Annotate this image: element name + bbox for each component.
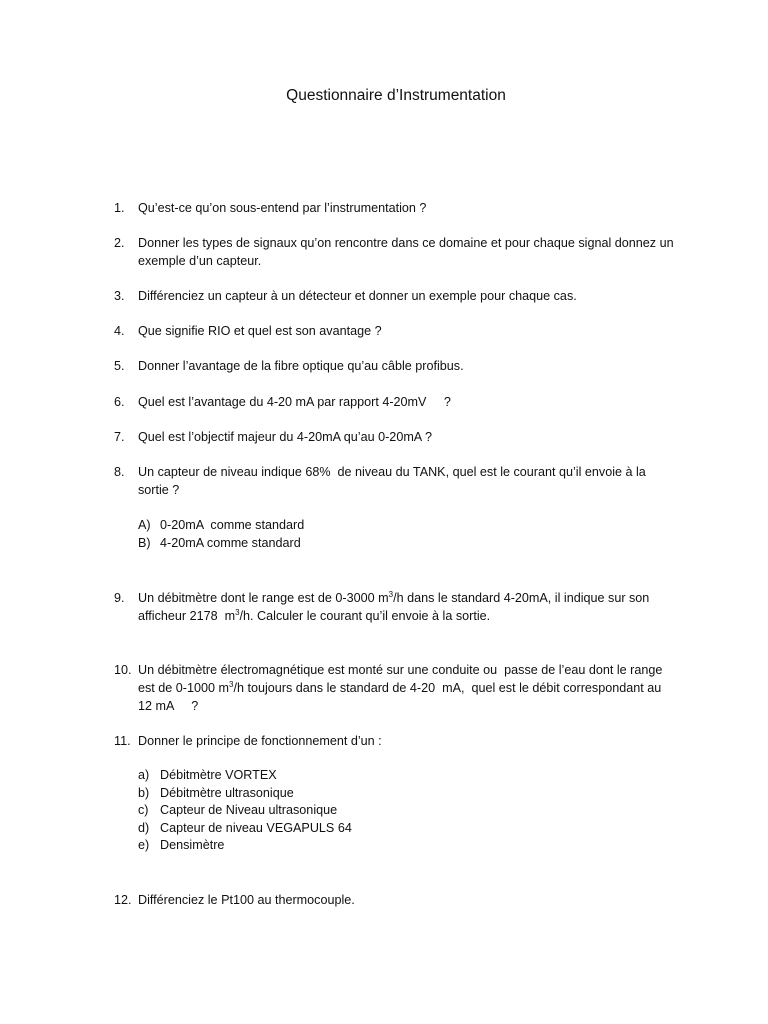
question-number: 2. (114, 236, 125, 250)
question-1 (114, 199, 674, 217)
question-text-part: /h. Calculer le courant qu’il envoie à la sortie. (239, 609, 491, 623)
question-6 (114, 393, 674, 411)
option-letter: a) (138, 768, 150, 782)
question-text-part: Un débitmètre dont le range est de 0-3000 m (138, 591, 389, 605)
question-7 (114, 428, 674, 446)
question-number: 1. (114, 201, 125, 215)
question-number: 11. (114, 734, 131, 748)
question-2 (114, 234, 678, 270)
option-letter: e) (138, 838, 150, 853)
question-number: 4. (114, 324, 125, 338)
question-text-part: /h dans le standard 4-20mA, il indique sur son afficheur 2178 m (138, 591, 653, 623)
option-text: Densimètre (160, 838, 225, 853)
question-8 (114, 463, 674, 499)
question-number: 7. (114, 430, 125, 444)
option-letter: d) (138, 820, 150, 835)
superscript: 3 (235, 608, 240, 617)
option-text: Débitmètre VORTEX (160, 768, 277, 782)
question-text-part: Un débitmètre électromagnétique est monté sur une conduite ou passe de l’eau dont le range est de 0-1000 m (138, 663, 666, 695)
question-number: 5. (114, 359, 125, 373)
question-number: 12. (114, 893, 132, 907)
question-text-part: /h toujours dans le standard de 4-20 mA, quel est le débit correspondant au 12 mA ? (138, 681, 665, 713)
question-12 (114, 891, 674, 909)
superscript: 3 (388, 590, 394, 599)
option-text: Débitmètre ultrasonique (160, 785, 294, 800)
option-letter: b) (138, 785, 150, 800)
question-text (138, 589, 674, 625)
question-5 (114, 357, 674, 375)
question-text: Différenciez un capteur à un détecteur et donner un exemple pour chaque cas. (138, 289, 577, 303)
question-11 (114, 732, 674, 750)
question-text: Quel est l’avantage du 4-20 mA par rapport 4-20mV ? (138, 395, 451, 409)
option-text: Capteur de niveau VEGAPULS 64 (160, 820, 352, 835)
superscript: 3 (229, 680, 234, 689)
option-letter: A) (138, 518, 151, 532)
option-text: 4-20mA comme standard (160, 535, 301, 550)
option-text: 0-20mA comme standard (160, 518, 305, 532)
question-text: Qu’est-ce qu’on sous-entend par l’instrumentation ? (138, 201, 427, 215)
question-4 (114, 322, 674, 340)
question-number: 8. (114, 465, 125, 479)
question-text: Un capteur de niveau indique 68% de niveau du TANK, quel est le courant qu’il envoie à la sortie ? (138, 465, 650, 497)
question-text: Donner le principe de fonctionnement d’un : (138, 734, 382, 748)
question-text: Différenciez le Pt100 au thermocouple. (138, 893, 355, 907)
question-10 (114, 661, 674, 715)
question-text: Donner l’avantage de la fibre optique qu’au câble profibus. (138, 359, 464, 373)
question-3 (114, 287, 674, 305)
option-letter: B) (138, 535, 151, 550)
page-title: Questionnaire d’Instrumentation (286, 87, 506, 104)
question-text (138, 661, 674, 715)
option-letter: c) (138, 803, 149, 818)
question-text: Que signifie RIO et quel est son avantage ? (138, 324, 382, 338)
question-number: 6. (114, 395, 125, 409)
question-number: 10. (114, 663, 132, 677)
question-number: 3. (114, 289, 125, 303)
question-text: Donner les types de signaux qu’on rencontre dans ce domaine et pour chaque signal donnez un exemple d’un capteur. (138, 236, 678, 268)
option-text: Capteur de Niveau ultrasonique (160, 803, 338, 818)
question-number: 9. (114, 591, 125, 605)
question-text: Quel est l’objectif majeur du 4-20mA qu’au 0-20mA ? (138, 430, 433, 444)
question-9 (114, 589, 674, 625)
